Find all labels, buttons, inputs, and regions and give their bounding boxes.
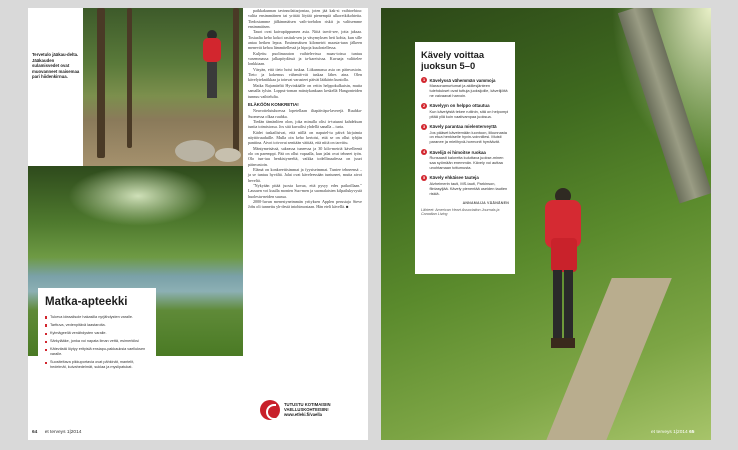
article-paragraph: Kuljettu puolimaraton vaihtelevissa maas-toissa tuntuu vasemmassa jalkapöydässä ja ta-kareisissa. Kuvaaja valittelee lonkkiaan. (248, 50, 362, 67)
list-item (421, 103, 509, 120)
cta-url[interactable]: www.etleki.fi/vaella (284, 412, 323, 418)
article-paragraph: Neuvottelutuhoessa lopetellaan iltapäiväpa-laverejä. Ruuhka-Suomessa olkaa ruuhka. (248, 108, 362, 119)
photo-caption: Tervetulo jääkau-delta. Jääkauden sulamisvedet ovat muovanneet maisemaa pari hiidenkirnua. (32, 52, 80, 80)
issue-number: 1|2014 (673, 430, 688, 435)
article-body (248, 8, 362, 408)
magazine-name: et terveys (44, 430, 66, 435)
list-item: Särkylääke, jonka voi napata ilman vettä, esimerkiksi (45, 339, 149, 344)
list-item: Tarttuva, vedenpitävä laastaroita. (45, 323, 149, 328)
hiking-destinations-link[interactable] (260, 400, 342, 422)
page-footer (651, 430, 694, 435)
hiker-figure (201, 30, 223, 100)
article-paragraph: Elämä on konkreettisimmat ja fyysiseimmat. Tuntee tehneensä – ja se tuntuu hyvältä. Jalat ovat käveleessään tuntuneet, mutta aivot heveltä. (248, 166, 362, 183)
list-item: Kylmägeeliä venähdysten varalle. (45, 331, 149, 336)
list-item: Tukeva ideaalisole hakasilla nyrjähdysten varalle. (45, 315, 149, 320)
pothole-rock-small (215, 148, 241, 162)
sidebar-list (45, 315, 149, 370)
number-badge: 4 (422, 150, 426, 155)
sources-note: Lähteet: American Heart Association Journals ja Canadian Living (421, 207, 500, 217)
item-text: Maraonamurtumat ja akillesjänteen tulehdukset ovat tuttuja juoksijoille, kävelijöitä ne vaivaavat harvoin. (429, 83, 508, 98)
item-heading: Kävelyssä vähemmän vammoja (429, 77, 496, 83)
list-item (421, 175, 509, 197)
item-text: Runsaasti kaloreita kuluttava juokse-minen saa syömään enemmän. Kävely voi auttaa unohtamaan tottumusta. (429, 155, 504, 171)
page-footer (32, 430, 81, 435)
item-text: Alzheimerin tauti, MS-tauti, Parkinson, flintasyljää. Kävely pienentää useiden tautien riskiä. (429, 180, 508, 196)
walking-vs-running-box (415, 42, 515, 274)
logo-icon (260, 400, 280, 420)
number-badge: 1 (422, 78, 426, 82)
left-page (28, 8, 368, 440)
page-number: 65 (689, 430, 695, 435)
author-byline: ANNAMAIJA VÄÄNÄNEN (462, 200, 509, 205)
list-item (421, 77, 509, 99)
magazine-name: et terveys (651, 430, 672, 435)
forest-hiker-photo (83, 8, 243, 168)
number-badge: 2 (422, 103, 426, 108)
item-heading: Kävelijä ei himoitse ruokaa (429, 149, 486, 155)
item-text: Jos pääset kävelemään luontoon, liikunnasta on etua henkiselle hyvin-voinnillesi. Muisti paranee ja mielihyvä-hormonit hyrräävät. (429, 129, 507, 145)
article-paragraph: "Nykyään pitää juosta kovaa, että pysyy edes paikoillaan." Lausuen voi kuulla monien Suo-men ja suomalaisten kilpailukyvystä huolestu-neiden suussa. (248, 183, 362, 199)
item-heading: Kävely ehkäisee tauteja (429, 175, 479, 181)
article-subheading: ELÄKÖÖN KONKRETIA! (248, 101, 299, 107)
article-paragraph: Kädet tuskailisivat, että niillä on naputel-tu päivä kirjaimia näyttöruuduille. Mulla oin keho kertoisi, että se on ollut tyhjän panttina. Aivot toivovat senttään väittää, että niitä on tarvittu. (248, 129, 362, 146)
sidebar-title: Matka-apteekki (45, 296, 128, 308)
number-badge: 3 (422, 124, 426, 129)
article-paragraph: paikkakunnan tavinnolaitarjontaa, joten jää kak-si vaihtoehtoa: valita ensimmäinen tai yrittää löytää pienempiä ulkoretkikohteita. Tiedostamme jälkimmäisen vaih-toehdon riskit ja valitsemme ensimmäisen. (248, 8, 362, 30)
article-paragraph: Matka Rajamäeltä Hyvinkäälle on reitin helppokulkuisin, mutta samalla tylsin. Lopput-toman mäntykankaan keskellä Hangonteiden tunnuu vaihtelulta. (248, 82, 362, 99)
list-item: Suositeltava pikkuportavia ovat pähkinät, mantelit, hedelmät, kuivahedelmät, suklaa ja myslipatukat. (45, 360, 149, 370)
cta-line-2: VAELLUSKOHTEISIIN! (284, 407, 329, 413)
pothole-rock (175, 140, 215, 162)
article-paragraph: Tauot ovat kaivapiippumen asia. Niitä tarvit-see, jotta jaksaa. Tosiaalta keho kokoi rasituk-sen ja väsymyksen heti kohta, kun sille antaa hetken lepoa. Ensimmäisen kilometrit maasta-taan jälkeen menevät kehoa lämmitellessä ja hipoja kuulostellessa. (248, 29, 362, 51)
box-title: Kävely voittaa juoksun 5–0 (421, 49, 485, 71)
issue-number: 1|2014 (66, 430, 82, 435)
item-text: Kun kävelyistä tekee rutiinin, sitä on helpompi pitää yllä kuin vaativampaa juoksua. (429, 108, 509, 119)
right-page (381, 8, 711, 440)
article-paragraph: 2000-luvun menestyneimmän yrityksen Applen perustaja Steve Jobs oli tunnettu yh-destä intohimostaan. Hän eteli kävellä. ■ (248, 199, 362, 210)
cta-text (284, 402, 344, 418)
cta-line-1: TUTUSTU KOTIMAISIIN (284, 402, 331, 407)
item-heading: Kävelyyn on helppo ottautua (429, 103, 490, 109)
first-aid-sidebar (38, 288, 156, 418)
list-item (421, 149, 509, 171)
page-number: 64 (32, 430, 38, 435)
item-heading: Kävely parantaa mielenterveyttä (429, 124, 497, 130)
article-paragraph: Väsyän, että tieto hoisi tuskaa. Liikunnassa asia on päinvastoin. Tieto ja kokemus vähentä-vät tuskaa lähes aina. Olen kävelytekniikkaa ja toinvat varusteet päivät lääkärin kuntolla. (248, 66, 362, 83)
hiker-figure (541, 188, 585, 358)
list-item: Kätevästä löytyy erityisiä ensiapu-pakkauksia vaelluksen varalle. (45, 347, 149, 357)
article-paragraph: Mäntymetsässä, sakeassa tuneessa ja 30 kilo-metriä kävelleenä olo on paremppi. Pää on ollut vapaalla, kun jalat ovat tehneet työn. Olo tun-tuu henkistyneeltä, vaikka todellisuudessa on juuri päinvastoin. (248, 145, 362, 167)
article-paragraph: Tiedän tämänlöen olon, joka minulla olisi ir-tutuani kahdeksan tuntia toimistossa. Jos sitä kuvailisi yhdellä sanalla – turta. (248, 118, 362, 130)
number-badge: 5 (422, 175, 426, 180)
list-item (421, 124, 509, 146)
